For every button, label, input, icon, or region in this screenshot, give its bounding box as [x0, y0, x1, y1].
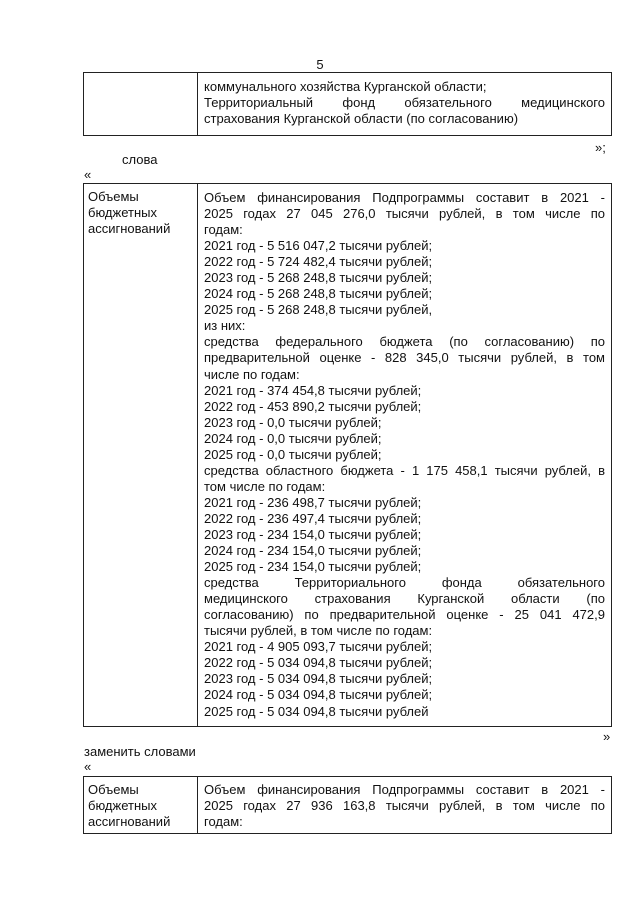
text-line: 2024 год - 234 154,0 тысячи рублей; — [204, 543, 422, 559]
text-line: 2025 годах 27 936 163,8 тысячи рублей, в том числе по — [204, 798, 605, 813]
closing-quote-mark: »; — [595, 140, 606, 155]
label-line: ассигнований — [88, 814, 171, 829]
top-table-right-cell — [198, 73, 611, 135]
slova-label: слова — [122, 152, 158, 167]
new-table-content-cell — [198, 777, 611, 833]
text-line: 2025 годах 27 045 276,0 тысячи рублей, в том числе по — [204, 206, 605, 222]
text-line: 2024 год - 0,0 тысячи рублей; — [204, 430, 382, 446]
text-line: годам: — [204, 814, 243, 829]
new-budget-table — [83, 776, 612, 834]
top-table-left-cell — [84, 73, 198, 135]
text-line: медицинского страхования Курганской области (по — [204, 591, 605, 607]
label-line: бюджетных — [88, 798, 157, 813]
replace-label: заменить словами — [84, 744, 196, 759]
old-table-content-cell — [198, 184, 611, 726]
text-line: 2025 год - 5 268 248,8 тысячи рублей, — [204, 302, 433, 318]
page-number: 5 — [316, 57, 324, 72]
text-line: 2025 год - 5 034 094,8 тысячи рублей — [204, 703, 429, 719]
label-line: Объемы — [88, 189, 139, 204]
text-line: 2021 год - 4 905 093,7 тысячи рублей; — [204, 639, 433, 655]
text-line: средства Территориального фонда обязательного — [204, 575, 605, 591]
text-line: 2025 год - 234 154,0 тысячи рублей; — [204, 559, 422, 575]
label-line: бюджетных — [88, 205, 157, 220]
text-line: 2022 год - 236 497,4 тысячи рублей; — [204, 510, 422, 526]
text-line: 2024 год - 5 268 248,8 тысячи рублей; — [204, 286, 433, 302]
text-line: Территориальный фонд обязательного медицинского — [204, 95, 605, 110]
opening-quote-mark: « — [84, 167, 92, 182]
text-line: страхования Курганской области (по согласованию) — [204, 111, 519, 126]
text-line: тысячи рублей, в том числе по годам: — [204, 623, 433, 639]
text-line: 2025 год - 0,0 тысячи рублей; — [204, 446, 382, 462]
text-line: Объем финансирования Подпрограммы составит в 2021 - — [204, 190, 605, 205]
opening-quote-mark: « — [84, 759, 92, 774]
text-line: 2023 год - 5 268 248,8 тысячи рублей; — [204, 270, 433, 286]
text-line: 2024 год - 5 034 094,8 тысячи рублей; — [204, 687, 433, 703]
text-line: 2023 год - 234 154,0 тысячи рублей; — [204, 526, 422, 542]
label-line: ассигнований — [88, 221, 171, 236]
text-line: годам: — [204, 222, 243, 238]
text-line: Объем финансирования Подпрограммы составит в 2021 - — [204, 782, 605, 797]
text-line: 2022 год - 5 724 482,4 тысячи рублей; — [204, 254, 433, 270]
closing-quote-mark: » — [603, 729, 611, 744]
text-line: коммунального хозяйства Курганской области; — [204, 79, 487, 94]
text-line: средства федерального бюджета (по согласованию) по — [204, 334, 605, 350]
text-line: 2021 год - 236 498,7 тысячи рублей; — [204, 494, 422, 510]
text-line: предварительной оценке - 828 345,0 тысячи рублей, в том — [204, 350, 605, 366]
text-line: 2021 год - 5 516 047,2 тысячи рублей; — [204, 238, 433, 254]
text-line: 2022 год - 5 034 094,8 тысячи рублей; — [204, 655, 433, 671]
text-line: из них: — [204, 318, 246, 334]
text-line: том числе по годам: — [204, 478, 326, 494]
text-line: 2023 год - 0,0 тысячи рублей; — [204, 414, 382, 430]
text-line: 2021 год - 374 454,8 тысячи рублей; — [204, 382, 422, 398]
text-line: согласованию) по предварительной оценке - 25 041 472,9 — [204, 607, 605, 623]
new-table-label-cell — [84, 777, 198, 833]
top-table — [83, 72, 612, 136]
text-line: 2023 год - 5 034 094,8 тысячи рублей; — [204, 671, 433, 687]
old-table-label-cell — [84, 184, 198, 726]
text-line: числе по годам: — [204, 366, 300, 382]
old-budget-table — [83, 183, 612, 727]
label-line: Объемы — [88, 782, 139, 797]
text-line: 2022 год - 453 890,2 тысячи рублей; — [204, 398, 422, 414]
text-line: средства областного бюджета - 1 175 458,1 тысячи рублей, в — [204, 462, 605, 478]
